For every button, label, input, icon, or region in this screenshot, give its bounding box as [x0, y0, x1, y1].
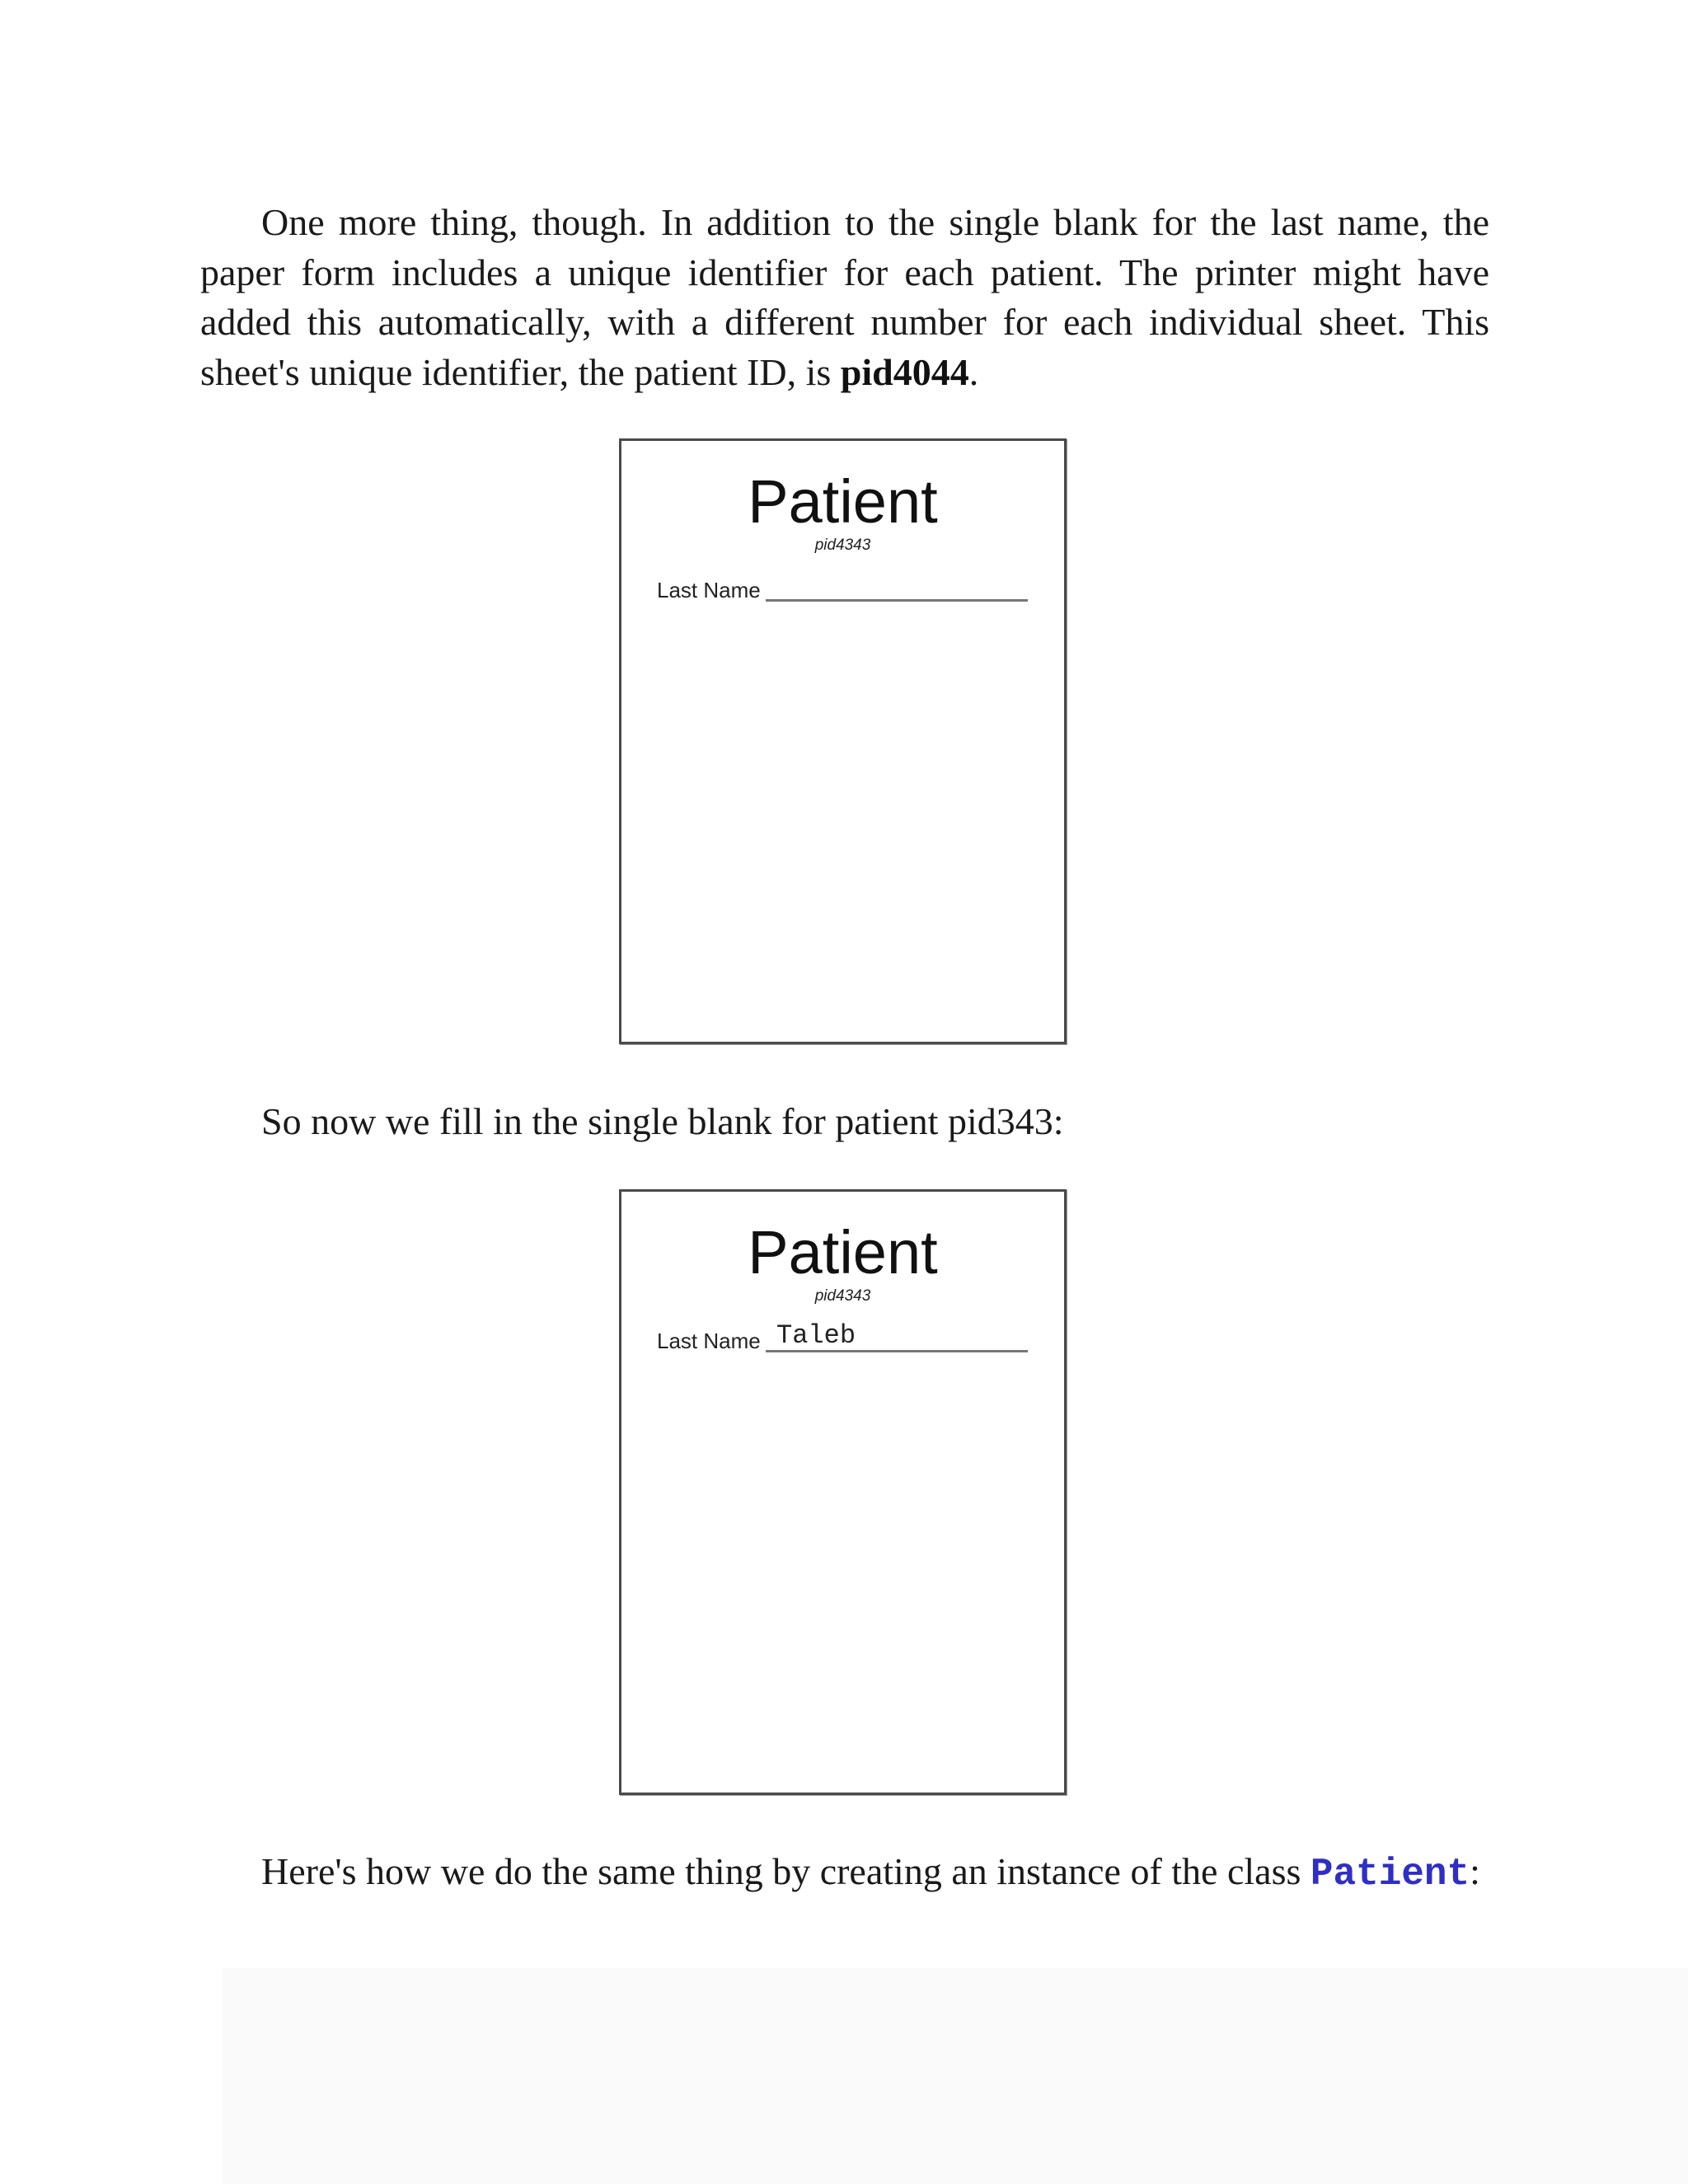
filled-patient-form: [619, 1189, 1067, 1795]
form-patient-id: pid4343: [814, 537, 871, 554]
paragraph-instance: [200, 1847, 1489, 1900]
last-name-blank: [766, 599, 1028, 602]
blank-patient-form: [619, 438, 1067, 1044]
paragraph-punctuation: .: [968, 350, 979, 393]
last-name-label: Last Name: [657, 578, 761, 602]
last-name-value: Taleb: [776, 1320, 856, 1351]
class-name-code: Patient: [1310, 1853, 1470, 1896]
paragraph-fill-in: [200, 1097, 1489, 1147]
patient-id-bold: pid4044: [840, 350, 969, 393]
form-title: Patient: [748, 467, 938, 536]
paragraph-punctuation: :: [1470, 1850, 1480, 1892]
form-title: Patient: [748, 1218, 938, 1286]
form-patient-id: pid4343: [814, 1287, 871, 1305]
paragraph-patient-id: [200, 198, 1489, 397]
code-block-background: [223, 1968, 1688, 2184]
last-name-label: Last Name: [657, 1329, 761, 1353]
paragraph-text: So now we fill in the single blank for patient pid343:: [261, 1100, 1064, 1142]
paragraph-text: Here's how we do the same thing by creating an instance of the class: [261, 1850, 1311, 1892]
paragraph-text: One more thing, though. In addition to the single blank for the last name, the paper form includes a unique identifier for each patient. The printer might have added this automatically, with a different number for each individual sheet. This sheet's unique identifier, the patient ID, is: [200, 201, 1489, 393]
